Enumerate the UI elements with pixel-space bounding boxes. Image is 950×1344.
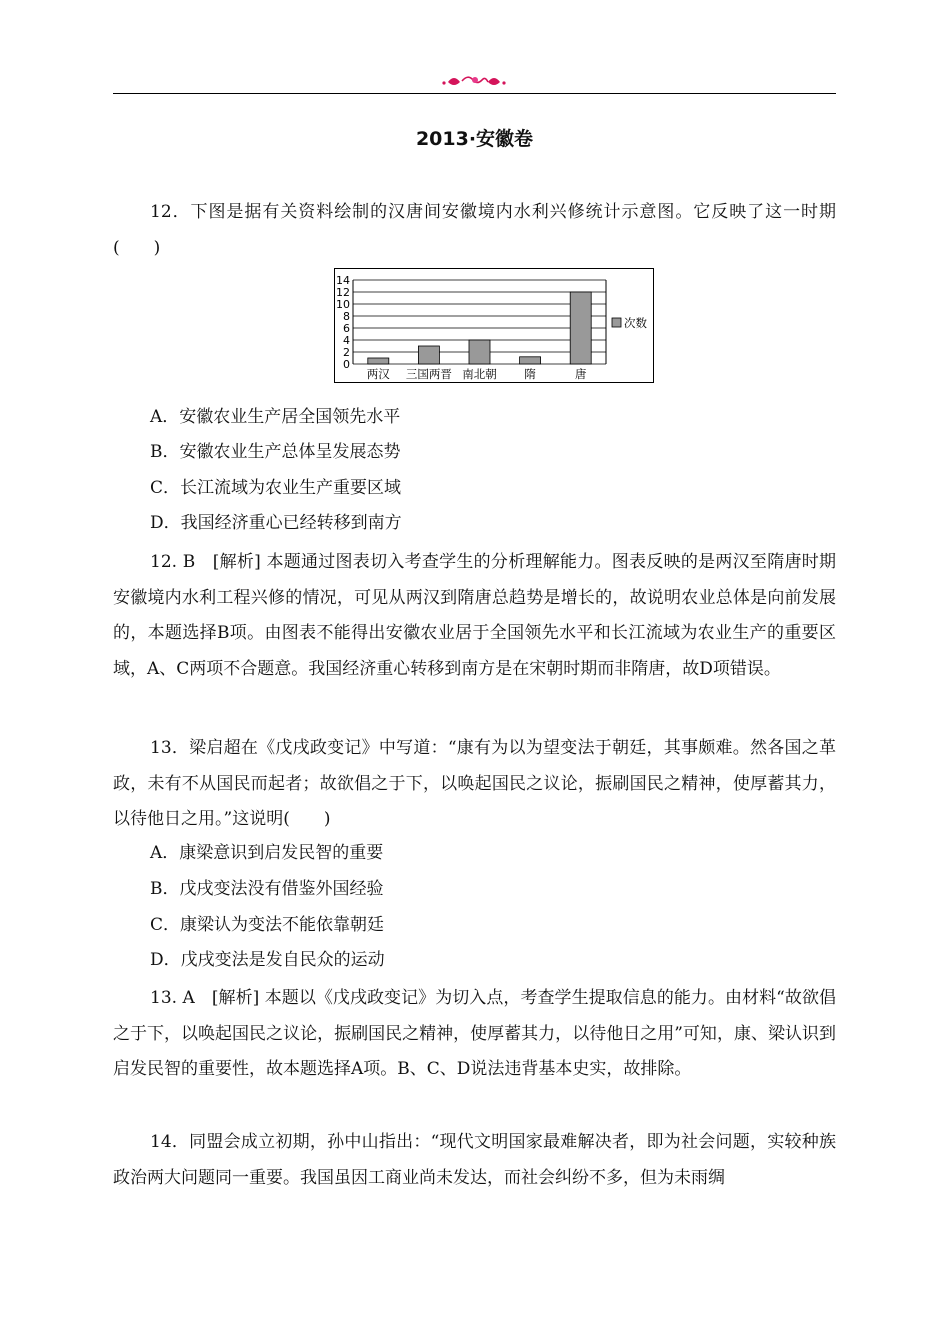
q13-option-c: C．康梁认为变法不能依靠朝廷 [150, 915, 385, 935]
legend-swatch [612, 318, 621, 327]
question-14-stem: 14．同盟会成立初期，孙中山指出：“现代文明国家最难解决者，即为社会问题，实较种族政治两大问题同一重要。我国虽因工商业尚未发达，而社会纠纷不多，但为未雨绸 [113, 1132, 836, 1188]
x-category-label: 南北朝 [462, 367, 497, 381]
x-category-label: 唐 [574, 367, 587, 381]
q12-option-a: A．安徽农业生产居全国领先水平 [150, 407, 401, 427]
y-tick-label: 0 [343, 358, 350, 371]
bar [570, 292, 591, 364]
bar [368, 358, 389, 364]
q13-option-d: D．戊戌变法是发自民众的运动 [150, 950, 385, 970]
q12-option-b: B．安徽农业生产总体呈发展态势 [150, 442, 401, 462]
y-tick-label: 6 [343, 322, 350, 335]
bar [469, 340, 490, 364]
x-category-label: 两汉 [366, 367, 390, 381]
y-tick-label: 12 [336, 286, 350, 299]
decorative-flourish-icon [440, 72, 510, 90]
q13-option-b: B．戊戌变法没有借鉴外国经验 [150, 879, 384, 899]
bar [520, 357, 541, 364]
question-12-stem: 12．下图是据有关资料绘制的汉唐间安徽境内水利兴修统计示意图。它反映了这一时期( ) [113, 202, 836, 258]
y-tick-label: 2 [343, 346, 350, 359]
bar [418, 346, 439, 364]
question-13-stem: 13．梁启超在《戊戌政变记》中写道：“康有为以为望变法于朝廷，其事颇难。然各国之革政，未有不从国民而起者；故欲倡之于下，以唤起国民之议论，振刷国民之精神，使厚蓄其力，以待他日之用。”这说明( ) [113, 738, 836, 829]
legend-label: 次数 [624, 316, 647, 330]
q13-option-a: A．康梁意识到启发民智的重要 [150, 843, 384, 863]
y-tick-label: 10 [336, 298, 350, 311]
y-tick-label: 14 [336, 274, 350, 287]
q12-option-d: D．我国经济重心已经转移到南方 [150, 513, 402, 533]
x-category-label: 三国两晋 [405, 367, 452, 381]
chart-canvas [335, 269, 653, 382]
question-12-analysis: 12. B [解析] 本题通过图表切入考查学生的分析理解能力。图表反映的是两汉至隋唐时期安徽境内水利工程兴修的情况，可见从两汉到隋唐总趋势是增长的，故说明农业总体是向前发展的，本题选择B项。由图表不能得出安徽农业居于全国领先水平和长江流域为农业生产的重要区域，A、C两项不合题意。我国经济重心转移到南方是在宋朝时期而非隋唐，故D项错误。 [113, 552, 836, 679]
header-rule [113, 93, 836, 94]
y-tick-label: 4 [343, 334, 350, 347]
page-title: 2013·安徽卷 [415, 128, 534, 150]
q12-option-c: C．长江流域为农业生产重要区域 [150, 478, 402, 498]
y-tick-label: 8 [343, 310, 350, 323]
irrigation-chart [334, 268, 654, 383]
x-category-label: 隋 [524, 367, 536, 381]
question-13-analysis: 13. A [解析] 本题以《戊戌政变记》为切入点，考查学生提取信息的能力。由材料“故欲倡之于下，以唤起国民之议论，振刷国民之精神，使厚蓄其力，以待他日之用”可知，康、梁认识到启发民智的重要性，故本题选择A项。B、C、D说法违背基本史实，故排除。 [113, 988, 836, 1079]
